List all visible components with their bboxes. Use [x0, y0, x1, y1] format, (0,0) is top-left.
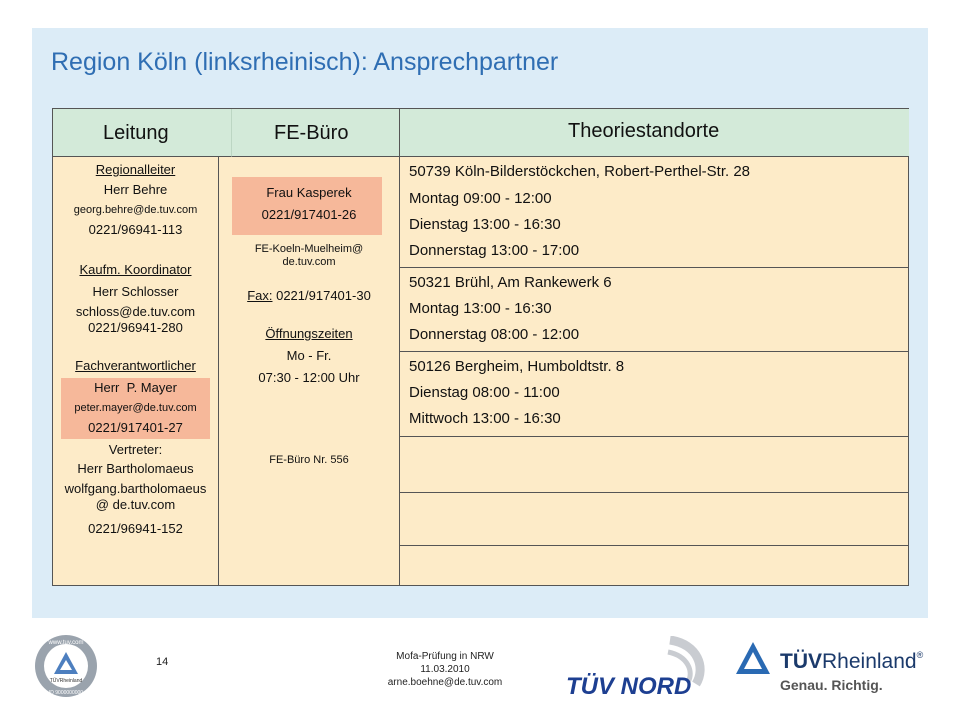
location-1-hours-3: Donnerstag 13:00 - 17:00: [409, 242, 580, 259]
header-fe-buero: FE-Büro: [274, 122, 349, 144]
vertreter-name: Herr Bartholomaeus: [77, 461, 194, 476]
vertreter-email-line2: @ de.tuv.com: [95, 497, 176, 512]
fe-fax-value: 0221/917401-30: [272, 288, 371, 303]
svg-text:TÜV NORD: TÜV NORD: [566, 673, 692, 700]
regionalleiter-phone: 0221/96941-113: [88, 222, 183, 237]
fe-contact-phone: 0221/917401-26: [261, 207, 357, 222]
fe-email-line2: de.tuv.com: [282, 256, 336, 268]
footer-line1: Mofa-Prüfung in NRW: [396, 651, 494, 662]
fachverantwortlicher-highlight: [61, 378, 210, 439]
fe-email-line1: FE-Koeln-Muelheim@: [254, 243, 364, 255]
location-2-hours-2: Donnerstag 08:00 - 12:00: [409, 326, 580, 343]
vertreter-label: Vertreter:: [108, 442, 163, 457]
location-3-hours-2: Mittwoch 13:00 - 16:30: [409, 410, 561, 427]
fe-hours-days: Mo - Fr.: [286, 348, 332, 363]
fachverantwortlicher-email: peter.mayer@de.tuv.com: [74, 402, 197, 414]
fe-fax: [219, 288, 399, 326]
page-number: 14: [156, 656, 169, 668]
koordinator-email: schloss@de.tuv.com: [75, 304, 196, 319]
koordinator-name: Herr Schlosser: [92, 284, 179, 299]
contacts-table: [52, 108, 909, 586]
location-row: [399, 267, 909, 352]
location-row: [399, 157, 909, 268]
tuv-seal-logo: [34, 634, 98, 698]
location-row-empty: [399, 436, 909, 493]
location-row: [399, 351, 909, 437]
location-1-hours-1: Montag 09:00 - 12:00: [409, 190, 552, 207]
leitung-column: [53, 162, 218, 541]
location-2-address: 50321 Brühl, Am Rankewerk 6: [409, 274, 612, 291]
page-title: Region Köln (linksrheinisch): Ansprechpartner: [51, 48, 559, 76]
koordinator-label: Kaufm. Koordinator: [79, 262, 192, 277]
location-3-hours-1: Dienstag 08:00 - 11:00: [409, 384, 560, 401]
fe-contact-name: Frau Kasperek: [266, 185, 352, 200]
svg-text:TÜVRheinland: TÜVRheinland: [49, 678, 83, 684]
svg-text:Genau. Richtig.: Genau. Richtig.: [780, 677, 883, 693]
fachverantwortlicher-phone: 0221/917401-27: [88, 420, 183, 435]
header-theoriestandorte: Theoriestandorte: [568, 120, 720, 142]
fe-buero-column: [219, 185, 399, 468]
fe-fax-label: Fax:: [247, 288, 273, 303]
fe-hours-time: 07:30 - 12:00 Uhr: [258, 370, 360, 385]
location-2-hours-1: Montag 13:00 - 16:30: [409, 300, 552, 317]
footer-line3: arne.boehne@de.tuv.com: [387, 677, 503, 688]
footer-line2: 11.03.2010: [420, 664, 470, 675]
tuv-nord-logo: [560, 636, 710, 700]
fe-office-number: FE-Büro Nr. 556: [269, 454, 349, 466]
location-row-empty: [399, 545, 909, 586]
koordinator-phone: 0221/96941-280: [88, 320, 183, 335]
tuv-rheinland-logo: [736, 638, 936, 694]
location-1-hours-2: Dienstag 13:00 - 16:30: [409, 216, 561, 233]
fe-hours-label: Öffnungszeiten: [265, 326, 353, 341]
header-leitung-cell: [53, 109, 231, 157]
svg-text:www.tuv.com: www.tuv.com: [48, 640, 84, 646]
header-fe-cell: [231, 109, 399, 157]
location-1-address: 50739 Köln-Bilderstöckchen, Robert-Perthel-Str. 28: [409, 163, 751, 180]
fachverantwortlicher-name: Herr P. Mayer: [94, 380, 177, 395]
header-theorie-cell: [399, 109, 909, 157]
svg-text:ID 9000000000: ID 9000000000: [48, 690, 84, 696]
regionalleiter-label: Regionalleiter: [95, 162, 176, 177]
svg-text:TÜVRheinland®: TÜVRheinland®: [780, 650, 924, 673]
fachverantwortlicher-label: Fachverantwortlicher: [75, 358, 196, 373]
regionalleiter-email: georg.behre@de.tuv.com: [73, 204, 198, 216]
location-row-empty: [399, 492, 909, 546]
header-leitung: Leitung: [103, 122, 169, 144]
footer-info: [355, 650, 535, 689]
vertreter-phone: 0221/96941-152: [88, 521, 183, 536]
vertreter-email-line1: wolfgang.bartholomaeus: [64, 481, 207, 496]
regionalleiter-name: Herr Behre: [103, 182, 168, 197]
location-3-address: 50126 Bergheim, Humboldtstr. 8: [409, 358, 625, 375]
